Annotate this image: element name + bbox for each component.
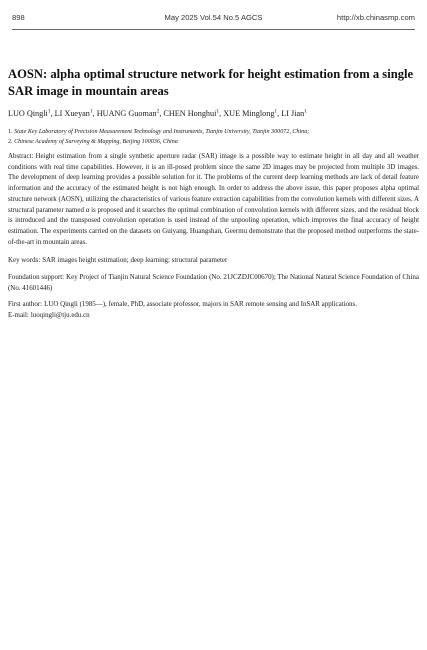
keywords <box>8 255 419 266</box>
foundation-label: Foundation support: <box>8 273 65 282</box>
author-affiliation-mark: 2 <box>156 108 160 115</box>
author-affiliation-mark: 1 <box>89 108 93 115</box>
email-line <box>8 310 419 321</box>
author-affiliation-mark: 1 <box>216 108 220 115</box>
affiliation-list <box>8 127 419 147</box>
abstract-text: Height estimation from a single synthetic aperture radar (SAR) image is a possible way to estimate height in all day and all weather conditions with real time capabilities. However, it is an ill-posed problem since the same 2D images may be projected from multiple 3D images. The development of deep learning provides a possible solution for it. The problems of the current deep learning methods are lack of detail feature information and the accuracy of the estimated height is not high enough. In order to address the above issue, this paper proposes alpha optimal structure network (AOSN), utilizing the characteristics of various feature extraction capabilities from the convolution kernels with different sizes. A structural parameter named α is proposed and it searches the optimal combination of convolution kernels with different sizes, and the residual block is introduced and the transposed convolution operation is used instead of the unpooling operation, which improves the final accuracy of height estimation. The experiments carried on the datasets on Guiyang, Huangshan, Geermu demonstrate that the proposed method outperforms the state-of-the-art in mountain areas. <box>8 152 419 246</box>
header-journal-issue: May 2025 Vol.54 No.5 AGCS <box>164 13 263 22</box>
author-name: LUO Qingli <box>8 109 48 118</box>
first-author-text: LUO Qingli (1985—), female, PhD, associate professor, majors in SAR remote sensing and InSAR applications. <box>44 300 357 309</box>
author-name: LI Xueyan <box>54 109 90 118</box>
first-author-note <box>8 299 419 310</box>
affiliation-text: Chinese Academy of Surveying & Mapping, Beijing 100036, China <box>14 139 178 145</box>
abstract <box>8 151 419 247</box>
author-name: XUE Minglong <box>223 109 275 118</box>
author-list <box>8 108 419 120</box>
affiliation-text: State Key Laboratory of Precision Measurement Technology and Instruments, Tianjin University, Tianjin 300072, China; <box>14 129 310 135</box>
affiliation-number: 1. <box>8 129 13 135</box>
email-address[interactable]: luoqingli@tju.edu.cn <box>30 311 90 320</box>
author-name: LI Jian <box>281 109 305 118</box>
running-header <box>12 13 415 27</box>
keywords-label: Key words: <box>8 256 41 265</box>
affiliation-item <box>8 127 419 137</box>
author-separator: , <box>92 109 97 118</box>
author-affiliation-mark: 1 <box>274 108 278 115</box>
header-divider <box>12 29 415 30</box>
header-page-number: 898 <box>12 13 25 22</box>
author-separator: , <box>219 109 224 118</box>
abstract-label: Abstract: <box>8 152 34 160</box>
first-author-label: First author: <box>8 300 43 309</box>
keywords-text: SAR images height estimation; deep learning; structural parameter <box>42 256 228 265</box>
foundation-support <box>8 272 419 293</box>
author-affiliation-mark: 1 <box>47 108 51 115</box>
affiliation-item <box>8 137 419 147</box>
author-separator: , <box>50 109 55 118</box>
author-separator: , <box>277 109 282 118</box>
header-journal-url[interactable]: http://xb.chinasmp.com <box>336 13 415 22</box>
author-name: CHEN Honghui <box>163 109 217 118</box>
author-affiliation-mark: 1 <box>304 108 307 115</box>
paper-title: AOSN: alpha optimal structure network for height estimation from a single SAR image in mountain areas <box>8 67 414 98</box>
affiliation-number: 2. <box>8 139 13 145</box>
foundation-text: Key Project of Tianjin Natural Science Foundation (No. 21JCZDJC00670); The National Natural Science Foundation of China (No. 41601446) <box>8 273 419 292</box>
email-label: E-mail: <box>8 311 29 320</box>
paper-content <box>8 66 419 327</box>
author-name: HUANG Guoman <box>96 109 157 118</box>
author-separator: , <box>159 109 164 118</box>
